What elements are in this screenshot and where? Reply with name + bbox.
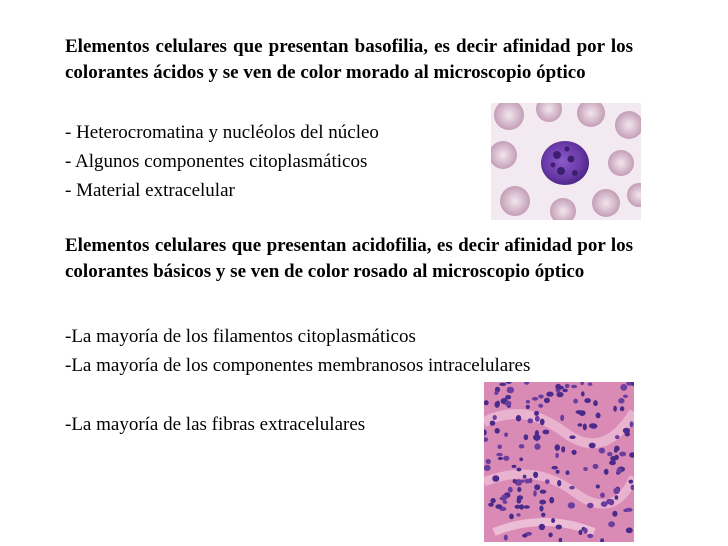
cell-nucleus	[490, 498, 495, 503]
cell-nucleus	[526, 405, 530, 409]
cell-nucleus	[583, 424, 587, 431]
cell-nucleus	[607, 452, 612, 456]
cell-nucleus	[525, 479, 531, 484]
cell-nucleus	[540, 419, 545, 426]
cell-nucleus	[620, 406, 624, 411]
cell-nucleus	[546, 392, 553, 397]
cell-nucleus	[539, 524, 545, 530]
cell-nucleus	[569, 486, 575, 490]
cell-nucleus	[555, 453, 559, 458]
cell-nucleus	[538, 395, 544, 399]
cell-nucleus	[615, 495, 619, 500]
cell-nucleus	[561, 446, 565, 452]
acidofilia-item-membranosos: -La mayoría de los componentes membranosos intracelulares	[65, 355, 531, 376]
cell-nucleus	[613, 406, 617, 412]
cell-nucleus	[581, 391, 585, 396]
cell-nucleus	[616, 468, 622, 474]
cell-nucleus	[565, 384, 570, 388]
cell-nucleus	[571, 385, 577, 389]
cell-nucleus	[505, 401, 512, 407]
cell-nucleus	[488, 503, 494, 507]
cell-nucleus	[556, 525, 562, 530]
cell-nucleus	[535, 416, 540, 422]
cell-nucleus	[538, 404, 543, 408]
cell-nucleus	[501, 495, 507, 502]
cell-nucleus	[526, 400, 530, 404]
cell-nucleus	[532, 397, 538, 401]
cell-nucleus	[593, 400, 598, 406]
basofilia-item-extracelular: - Material extracelular	[65, 180, 235, 201]
cell-nucleus	[484, 465, 491, 471]
cell-nucleus	[498, 445, 502, 450]
cell-nucleus	[608, 521, 615, 527]
cell-nucleus	[600, 493, 605, 498]
cell-nucleus	[493, 415, 497, 420]
cell-nucleus	[577, 423, 582, 426]
cell-nucleus	[517, 487, 521, 492]
cell-nucleus	[545, 479, 550, 484]
acidofilia-item-filamentos: -La mayoría de los filamentos citoplasmáticos	[65, 326, 416, 347]
cell-nucleus	[587, 503, 594, 509]
cell-nucleus	[515, 505, 521, 509]
cell-nucleus	[614, 449, 618, 453]
cell-nucleus	[618, 398, 624, 404]
cell-nucleus	[583, 528, 587, 534]
cell-nucleus	[566, 470, 570, 475]
cell-nucleus	[499, 383, 506, 386]
cell-nucleus	[623, 395, 628, 398]
cell-nucleus	[517, 495, 523, 500]
cell-nucleus	[524, 505, 530, 508]
cell-nucleus	[507, 387, 514, 394]
cell-nucleus	[552, 466, 558, 470]
cell-nucleus	[520, 480, 524, 483]
cell-nucleus	[519, 458, 523, 462]
cell-nucleus	[579, 530, 583, 535]
cell-nucleus	[596, 413, 601, 419]
cell-nucleus	[540, 490, 547, 494]
cell-nucleus	[551, 518, 555, 523]
cell-nucleus	[524, 434, 529, 440]
cell-nucleus	[623, 428, 630, 434]
cell-nucleus	[576, 410, 583, 414]
cell-nucleus	[534, 484, 540, 490]
cell-nucleus	[513, 479, 517, 483]
cell-nucleus	[557, 480, 561, 486]
cell-nucleus	[539, 506, 543, 512]
cell-nucleus	[556, 470, 560, 474]
cell-nucleus	[516, 415, 521, 421]
cell-nucleus	[523, 475, 527, 479]
cell-nucleus	[504, 433, 508, 437]
cell-nucleus	[528, 418, 534, 423]
cell-nucleus	[588, 382, 593, 386]
basofilia-heading: Elementos celulares que presentan basofilia, es decir afinidad por los colorantes ácidos y se ven de color morado al microscopio óptico	[65, 36, 633, 83]
cell-nucleus	[533, 472, 538, 478]
cell-nucleus	[625, 508, 632, 512]
cell-nucleus	[516, 513, 520, 516]
cell-nucleus	[612, 511, 617, 517]
cell-nucleus	[486, 459, 491, 464]
cell-nucleus	[504, 535, 508, 541]
cell-nucleus	[544, 398, 550, 404]
cell-nucleus	[584, 398, 591, 403]
cell-nucleus	[619, 452, 626, 457]
cell-nucleus	[589, 443, 596, 449]
cell-nucleus	[569, 435, 575, 439]
cell-nucleus	[534, 443, 540, 449]
cell-nucleus	[490, 421, 496, 426]
cell-nucleus	[555, 384, 561, 390]
cell-nucleus	[555, 444, 560, 451]
cell-nucleus	[503, 456, 509, 461]
cell-nucleus	[516, 468, 521, 472]
cell-nucleus	[587, 534, 593, 538]
eosinophilic-tissue-micrograph	[484, 382, 634, 542]
acidofilia-heading: Elementos celulares que presentan acidofilia, es decir afinidad por los colorantes básicos y se ven de color rosado al microscopio óptico	[65, 235, 633, 282]
cell-nucleus	[589, 423, 597, 428]
cell-nucleus	[609, 460, 616, 465]
cell-nucleus	[620, 384, 627, 391]
cell-nucleus	[568, 502, 575, 508]
cell-nucleus	[573, 399, 578, 404]
basofilia-item-citoplasmaticos: - Algunos componentes citoplasmáticos	[65, 151, 368, 172]
cell-nucleus	[495, 428, 500, 434]
acidofilia-item-fibras: -La mayoría de las fibras extracelulares	[65, 414, 366, 435]
cell-nucleus	[562, 389, 567, 393]
cell-nucleus	[548, 533, 552, 538]
cell-nucleus	[604, 469, 609, 475]
cell-nucleus	[630, 421, 634, 427]
cell-nucleus	[503, 501, 508, 504]
basofilia-item-heterocromatina: - Heterocromatina y nucléolos del núcleo	[65, 122, 379, 143]
cell-nucleus	[541, 513, 545, 517]
cell-nucleus	[599, 448, 605, 454]
cell-nucleus	[496, 453, 503, 456]
cell-nucleus	[596, 485, 600, 489]
cell-nucleus	[508, 487, 513, 493]
basophil-micrograph	[491, 103, 641, 220]
cell-nucleus	[613, 488, 619, 494]
cell-nucleus	[534, 411, 539, 416]
cell-nucleus	[495, 504, 502, 509]
cell-nucleus	[522, 534, 527, 538]
cell-nucleus	[629, 480, 634, 484]
cell-nucleus	[601, 501, 608, 507]
cell-nucleus	[519, 444, 525, 448]
cell-nucleus	[539, 500, 546, 505]
cell-nucleus	[560, 415, 564, 421]
cell-nucleus	[512, 465, 517, 468]
cell-nucleus	[549, 497, 554, 504]
cell-nucleus	[610, 456, 617, 461]
cell-nucleus	[492, 475, 499, 482]
cell-nucleus	[615, 435, 620, 439]
cell-nucleus	[509, 514, 514, 520]
cell-nucleus	[498, 457, 503, 460]
cell-nucleus	[572, 450, 577, 455]
cell-nucleus	[494, 391, 498, 395]
cell-nucleus	[593, 464, 599, 469]
cell-nucleus	[496, 401, 500, 407]
cell-nucleus	[533, 434, 541, 440]
cell-nucleus	[543, 430, 550, 435]
cell-nucleus	[583, 467, 588, 471]
cell-nucleus	[533, 490, 537, 496]
cell-nucleus	[626, 527, 633, 533]
